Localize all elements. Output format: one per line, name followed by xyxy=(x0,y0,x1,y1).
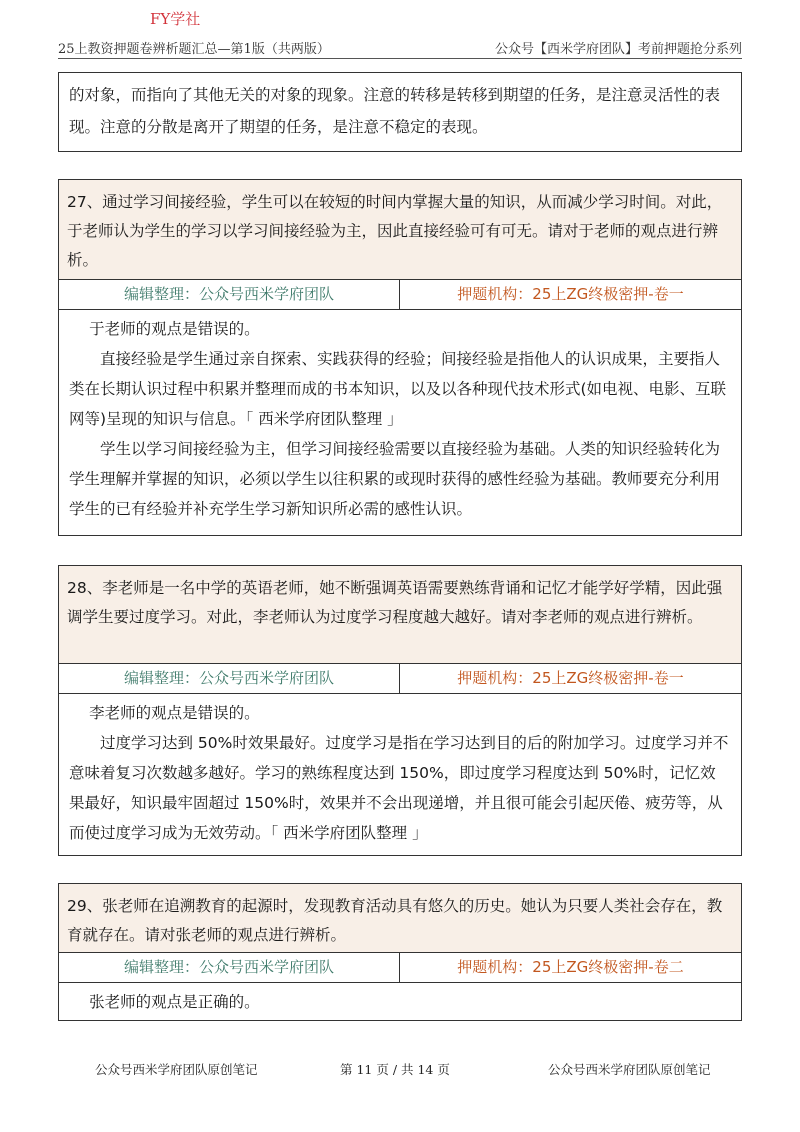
meta-row xyxy=(59,663,741,694)
page-header xyxy=(58,34,742,59)
continuation-box xyxy=(58,72,742,152)
answer-paragraph: 学生以学习间接经验为主，但学习间接经验需要以直接经验为基础。人类的知识经验转化为学生理解并掌握的知识，必须以学生以往积累的或现时获得的感性经验为基础。教师要充分利用学生的已有经验并补充学生学习新知识所必需的感性认识。 xyxy=(69,440,721,518)
answer-verdict: 张老师的观点是正确的。 xyxy=(89,993,260,1011)
meta-row xyxy=(59,952,741,983)
footer-right: 公众号西米学府团队原创笔记 xyxy=(548,1062,711,1077)
footer-left: 公众号西米学府团队原创笔记 xyxy=(95,1062,258,1077)
page-footer xyxy=(0,1060,800,1080)
continuation-line: 现。注意的分散是离开了期望的任务，是注意不稳定的表现。 xyxy=(69,118,488,136)
answer-block xyxy=(59,310,741,528)
answer-paragraph: 直接经验是学生通过亲自探索、实践获得的经验；间接经验是指他人的认识成果，主要指人类在长期认识过程中积累并整理而成的书本知识，以及以各种现代技术形式(如电视、电影、互联网等)呈现的知识与信息。「 西米学府团队整理 」 xyxy=(69,350,727,428)
editor-label: 编辑整理：公众号西米学府团队 xyxy=(59,280,400,309)
header-left: 25上教资押题卷辨析题汇总—第1版（共两版） xyxy=(58,42,330,57)
question-text: 28、李老师是一名中学的英语老师，她不断强调英语需要熟练背诵和记忆才能学好学精，因此强调学生要过度学习。对此，李老师认为过度学习程度越大越好。请对李老师的观点进行辨析。 xyxy=(59,566,741,663)
source-label: 押题机构：25上ZG终极密押-卷一 xyxy=(457,669,684,687)
question-text: 29、张老师在追溯教育的起源时，发现教育活动具有悠久的历史。她认为只要人类社会存在，教育就存在。请对张老师的观点进行辨析。 xyxy=(59,884,741,952)
answer-verdict: 于老师的观点是错误的。 xyxy=(89,320,260,338)
question-card-29 xyxy=(58,883,742,1021)
watermark-stamp: FY学社 xyxy=(150,10,201,28)
page-number: 第 11 页 / 共 14 页 xyxy=(340,1062,450,1077)
question-text: 27、通过学习间接经验，学生可以在较短的时间内掌握大量的知识，从而减少学习时间。对此，于老师认为学生的学习以学习间接经验为主，因此直接经验可有可无。请对于老师的观点进行辨析。 xyxy=(59,180,741,279)
editor-label: 编辑整理：公众号西米学府团队 xyxy=(59,953,400,982)
answer-block xyxy=(59,694,741,852)
question-card-27 xyxy=(58,179,742,536)
question-card-28 xyxy=(58,565,742,856)
answer-block xyxy=(59,983,741,1021)
source-label: 押题机构：25上ZG终极密押-卷一 xyxy=(457,285,684,303)
answer-paragraph: 过度学习达到 50%时效果最好。过度学习是指在学习达到目的后的附加学习。过度学习并不意味着复习次数越多越好。学习的熟练程度达到 150%，即过度学习程度达到 50%时，记忆效果最好，知识最牢固超过 150%时，效果并不会出现递增，并且很可能会引起厌倦、疲劳等，从而使过度学习成为无效劳动。「 西米学府团队整理 」 xyxy=(69,734,729,842)
meta-row xyxy=(59,279,741,310)
header-right: 公众号【西米学府团队】考前押题抢分系列 xyxy=(494,42,742,57)
answer-verdict: 李老师的观点是错误的。 xyxy=(89,704,260,722)
source-label: 押题机构：25上ZG终极密押-卷二 xyxy=(457,958,684,976)
editor-label: 编辑整理：公众号西米学府团队 xyxy=(59,664,400,693)
continuation-line: 的对象，而指向了其他无关的对象的现象。注意的转移是转移到期望的任务，是注意灵活性的表 xyxy=(69,86,721,104)
